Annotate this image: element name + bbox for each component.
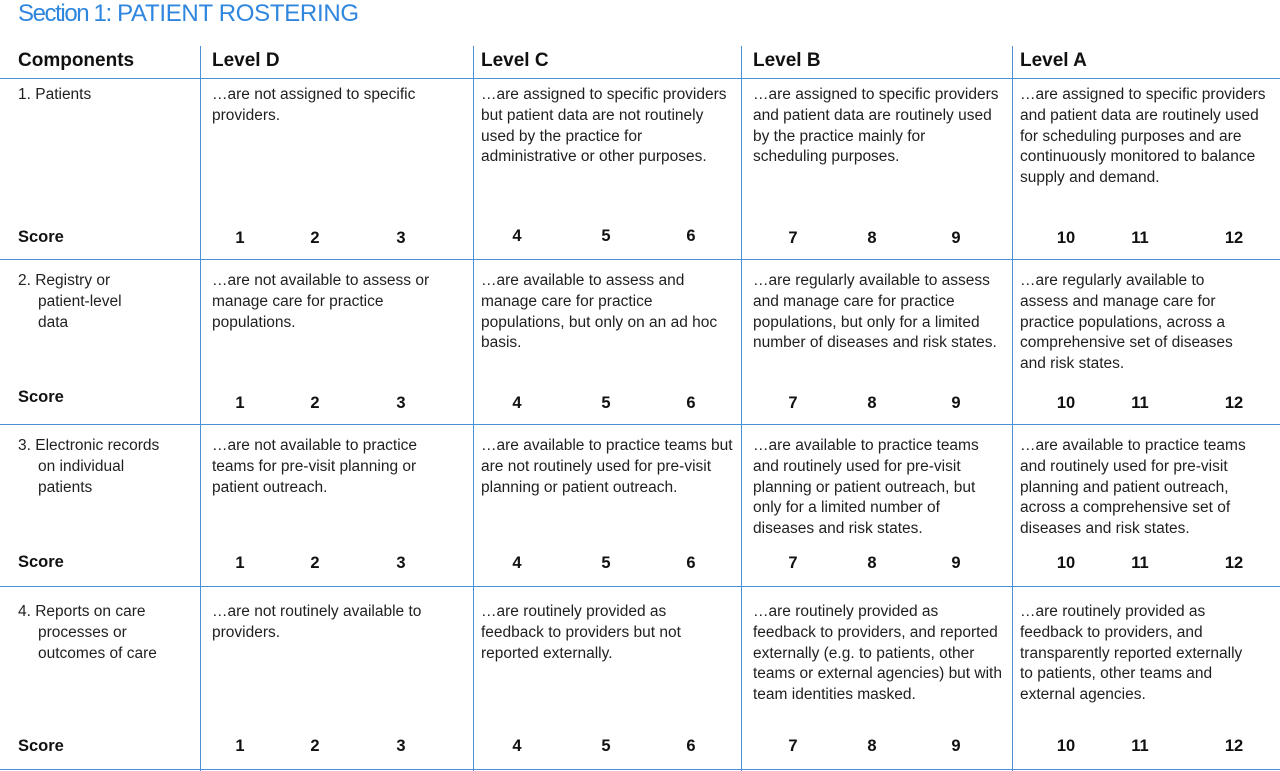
score-9: 9 — [951, 394, 961, 412]
row-divider — [0, 259, 1280, 260]
header-level-c: Level C — [481, 50, 549, 71]
column-divider — [1012, 46, 1013, 771]
score-5: 5 — [601, 394, 611, 412]
score-10: 10 — [1056, 394, 1076, 412]
score-4: 4 — [512, 227, 522, 245]
component-reports — [18, 602, 193, 664]
score-10: 10 — [1056, 554, 1076, 572]
score-label: Score — [18, 228, 64, 246]
score-9: 9 — [951, 554, 961, 572]
score-5: 5 — [601, 227, 611, 245]
header-divider — [0, 78, 1280, 79]
score-8: 8 — [867, 394, 877, 412]
cell-level-c: …are available to assess and manage care for practice populations, but only on an ad hoc basis. — [481, 272, 718, 352]
row-divider — [0, 586, 1280, 587]
score-8: 8 — [867, 737, 877, 755]
score-1: 1 — [235, 737, 245, 755]
score-11: 11 — [1131, 737, 1149, 755]
score-10: 10 — [1056, 229, 1076, 247]
score-5: 5 — [601, 554, 611, 572]
score-7: 7 — [788, 394, 798, 412]
cell-level-b: …are available to practice teams and routinely used for pre-visit planning or patient outreach, but only for a limited number of diseases and risk states. — [753, 437, 979, 538]
table-bottom-border — [0, 769, 1280, 770]
component-label: data — [38, 313, 69, 331]
score-2: 2 — [310, 554, 320, 572]
component-electronic-records — [18, 436, 193, 498]
section-title — [18, 0, 359, 28]
score-3: 3 — [396, 554, 406, 572]
score-12: 12 — [1224, 229, 1244, 247]
score-3: 3 — [396, 229, 406, 247]
cell-level-d: …are not assigned to specific providers. — [212, 86, 416, 124]
score-6: 6 — [686, 554, 696, 572]
column-divider — [200, 46, 201, 771]
score-8: 8 — [867, 554, 877, 572]
score-4: 4 — [512, 394, 522, 412]
cell-level-d: …are not available to assess or manage care for practice populations. — [212, 272, 430, 331]
cell-level-b: …are routinely provided as feedback to providers, and reported externally (e.g. to patients, other teams or external agencies) but with team identities masked. — [753, 603, 1002, 704]
score-12: 12 — [1224, 554, 1244, 572]
component-label: patients — [38, 478, 93, 496]
score-11: 11 — [1131, 554, 1149, 572]
score-11: 11 — [1131, 394, 1149, 412]
cell-level-a: …are available to practice teams and routinely used for pre-visit planning and patient outreach, across a comprehensive set of diseases and risk states. — [1020, 437, 1246, 538]
score-5: 5 — [601, 737, 611, 755]
header-level-d: Level D — [212, 50, 280, 71]
score-2: 2 — [310, 229, 320, 247]
column-divider — [741, 46, 742, 771]
section-number: Section 1: — [18, 0, 111, 27]
score-3: 3 — [396, 737, 406, 755]
component-label: patient-level — [38, 292, 122, 310]
score-2: 2 — [310, 737, 320, 755]
cell-level-d: …are not routinely available to providers. — [212, 603, 422, 641]
cell-level-d: …are not available to practice teams for pre-visit planning or patient outreach. — [212, 437, 418, 496]
cell-level-a: …are routinely provided as feedback to providers, and transparently reported externally to patients, other teams and external agencies. — [1020, 603, 1243, 704]
cell-level-c: …are assigned to specific providers but patient data are not routinely used by the practice for administrative or other purposes. — [481, 86, 727, 166]
score-11: 11 — [1131, 229, 1149, 247]
score-12: 12 — [1224, 737, 1244, 755]
score-4: 4 — [512, 554, 522, 572]
score-label: Score — [18, 553, 64, 571]
component-registry — [18, 271, 193, 333]
score-1: 1 — [235, 229, 245, 247]
header-level-a: Level A — [1020, 50, 1087, 71]
component-label: 1. Patients — [18, 86, 92, 103]
score-6: 6 — [686, 394, 696, 412]
row-divider — [0, 424, 1280, 425]
score-1: 1 — [235, 394, 245, 412]
cell-level-a: …are regularly available to assess and manage care for practice populations, across a comprehensive set of diseases and risk states. — [1020, 272, 1233, 373]
cell-level-c: …are routinely provided as feedback to providers but not reported externally. — [481, 603, 681, 662]
score-6: 6 — [686, 737, 696, 755]
component-label: processes or — [38, 623, 127, 641]
score-6: 6 — [686, 227, 696, 245]
score-label: Score — [18, 737, 64, 755]
cell-level-b: …are assigned to specific providers and patient data are routinely used by the practice mainly for scheduling purposes. — [753, 86, 999, 166]
component-label: 2. Registry or — [18, 272, 111, 289]
score-12: 12 — [1224, 394, 1244, 412]
component-label: outcomes of care — [38, 644, 157, 662]
score-7: 7 — [788, 554, 798, 572]
section-name: PATIENT ROSTERING — [117, 0, 359, 27]
component-label: 3. Electronic records — [18, 437, 160, 454]
component-label: on individual — [38, 457, 125, 475]
score-9: 9 — [951, 737, 961, 755]
score-4: 4 — [512, 737, 522, 755]
cell-level-c: …are available to practice teams but are not routinely used for pre-visit planning or patient outreach. — [481, 437, 733, 496]
score-3: 3 — [396, 394, 406, 412]
cell-level-a: …are assigned to specific providers and patient data are routinely used for scheduling purposes and are continuously monitored to balance supply and demand. — [1020, 86, 1266, 187]
column-divider — [473, 46, 474, 771]
header-level-b: Level B — [753, 50, 821, 71]
score-2: 2 — [310, 394, 320, 412]
header-components: Components — [18, 50, 135, 71]
score-10: 10 — [1056, 737, 1076, 755]
cell-level-b: …are regularly available to assess and manage care for practice populations, but only for a limited number of diseases and risk states. — [753, 272, 997, 352]
score-7: 7 — [788, 737, 798, 755]
component-patients — [18, 85, 193, 106]
score-7: 7 — [788, 229, 798, 247]
component-label: 4. Reports on care — [18, 603, 146, 620]
score-8: 8 — [867, 229, 877, 247]
score-9: 9 — [951, 229, 961, 247]
score-label: Score — [18, 388, 64, 406]
score-1: 1 — [235, 554, 245, 572]
